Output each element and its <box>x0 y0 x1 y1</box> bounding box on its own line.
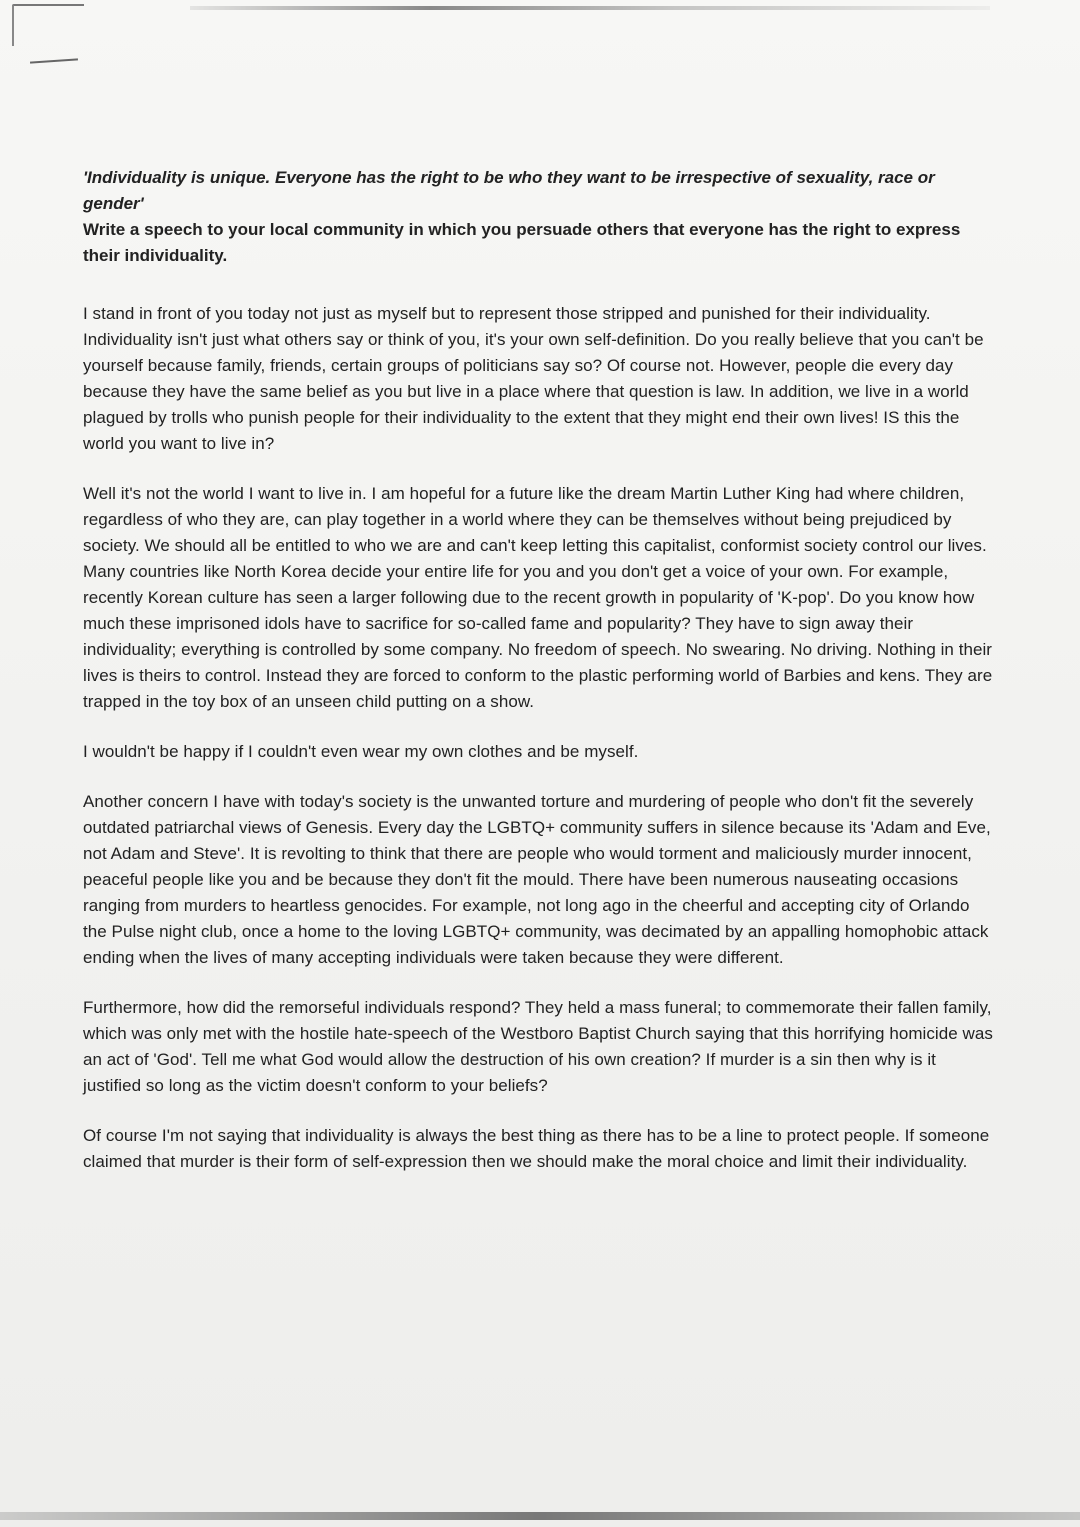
scan-bottom-edge <box>0 1512 1080 1520</box>
prompt-quote: 'Individuality is unique. Everyone has the right to be who they want to be irrespective of sexuality, race or gender' <box>83 168 935 213</box>
pen-dash-mark <box>30 58 78 63</box>
speech-paragraph-5: Furthermore, how did the remorseful individuals respond? They held a mass funeral; to commemorate their fallen family, which was only met with the hostile hate-speech of the Westboro Baptist Church saying that this horrifying homicide was an act of 'God'. Tell me what God would allow the destruction of his own creation? If murder is a sin then why is it justified so long as the victim doesn't conform to your beliefs? <box>83 998 993 1095</box>
document-body <box>83 165 993 1199</box>
page-corner-mark <box>12 4 84 46</box>
speech-paragraph-1: I stand in front of you today not just as myself but to represent those stripped and punished for their individuality. Individuality isn't just what others say or think of you, it's your own self-definition. Do you really believe that you can't be yourself because family, friends, certain groups of politicians say so? Of course not. However, people die every day because they have the same belief as you but live in a place where that question is law. In addition, we live in a world plagued by trolls who punish people for their individuality to the extent that they might end their own lives! IS this the world you want to live in? <box>83 304 984 453</box>
scan-top-edge <box>190 6 990 10</box>
speech-paragraph-2: Well it's not the world I want to live in. I am hopeful for a future like the dream Martin Luther King had where children, regardless of who they are, can play together in a world where they can be themselves without being prejudiced by society. We should all be entitled to who we are and can't keep letting this capitalist, conformist society control our lives. Many countries like North Korea decide your entire life for you and you don't get a voice of your own. For example, recently Korean culture has seen a larger following due to the recent growth in popularity of 'K-pop'. Do you know how much these imprisoned idols have to sacrifice for so-called fame and popularity? They have to sign away their individuality; everything is controlled by some company. No freedom of speech. No swearing. No driving. Nothing in their lives is theirs to control. Instead they are forced to conform to the plastic performing world of Barbies and kens. They are trapped in the toy box of an unseen child putting on a show. <box>83 484 993 711</box>
speech-paragraph-6: Of course I'm not saying that individuality is always the best thing as there has to be a line to protect people. If someone claimed that murder is their form of self-expression then we should make the moral choice and limit their individuality. <box>83 1126 990 1171</box>
speech-paragraph-3: I wouldn't be happy if I couldn't even wear my own clothes and be myself. <box>83 742 639 761</box>
prompt-task: Write a speech to your local community in which you persuade others that everyone has the right to express their individuality. <box>83 220 961 265</box>
speech-paragraph-4: Another concern I have with today's society is the unwanted torture and murdering of people who don't fit the severely outdated patriarchal views of Genesis. Every day the LGBTQ+ community suffers in silence because its 'Adam and Eve, not Adam and Steve'. It is revolting to think that there are people who would torment and maliciously murder innocent, peaceful people like you and be because they don't fit the mould. There have been numerous nauseating occasions ranging from murders to heartless genocides. For example, not long ago in the cheerful and accepting city of Orlando the Pulse night club, once a home to the loving LGBTQ+ community, was decimated by an appalling homophobic attack ending when the lives of many accepting individuals were taken because they were different. <box>83 792 991 967</box>
